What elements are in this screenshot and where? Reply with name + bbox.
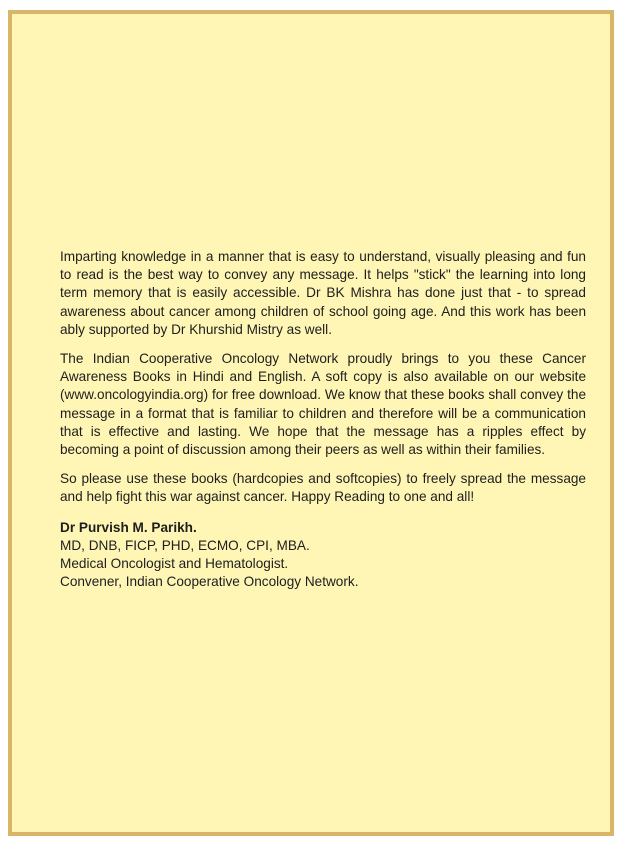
signatory-position: Convener, Indian Cooperative Oncology Network. [60,574,359,590]
paragraph-intro: Imparting knowledge in a manner that is easy to understand, visually pleasing and fun to read is the best way to convey any message. It helps "stick" the learning into long term memory that is easily accessible. Dr BK Mishra has done just that - to spread awareness about cancer among children of school going age. And this work has been ably supported by Dr Khurshid Mistry as well. [60,249,586,337]
signatory-qualifications: MD, DNB, FICP, PHD, ECMO, CPI, MBA. [60,537,310,553]
paragraph-network: The Indian Cooperative Oncology Network proudly brings to you these Cancer Awareness Books in Hindi and English. A soft copy is also available on our website (www.oncologyindia.org) for free download. We know that these books shall convey the message in a format that is familiar to children and therefore will be a communication that is effective and lasting. We hope that the message has a ripples effect by becoming a point of discussion among their peers as well as within their families. [60,351,586,458]
signature-block [60,519,586,592]
signatory-role: Medical Oncologist and Hematologist. [60,556,289,572]
letter-page [8,10,614,836]
letter-body [60,248,586,591]
paragraph-closing: So please use these books (hardcopies and softcopies) to freely spread the message and help fight this war against cancer. Happy Reading to one and all! [60,471,586,505]
signatory-name: Dr Purvish M. Parikh. [60,519,197,535]
